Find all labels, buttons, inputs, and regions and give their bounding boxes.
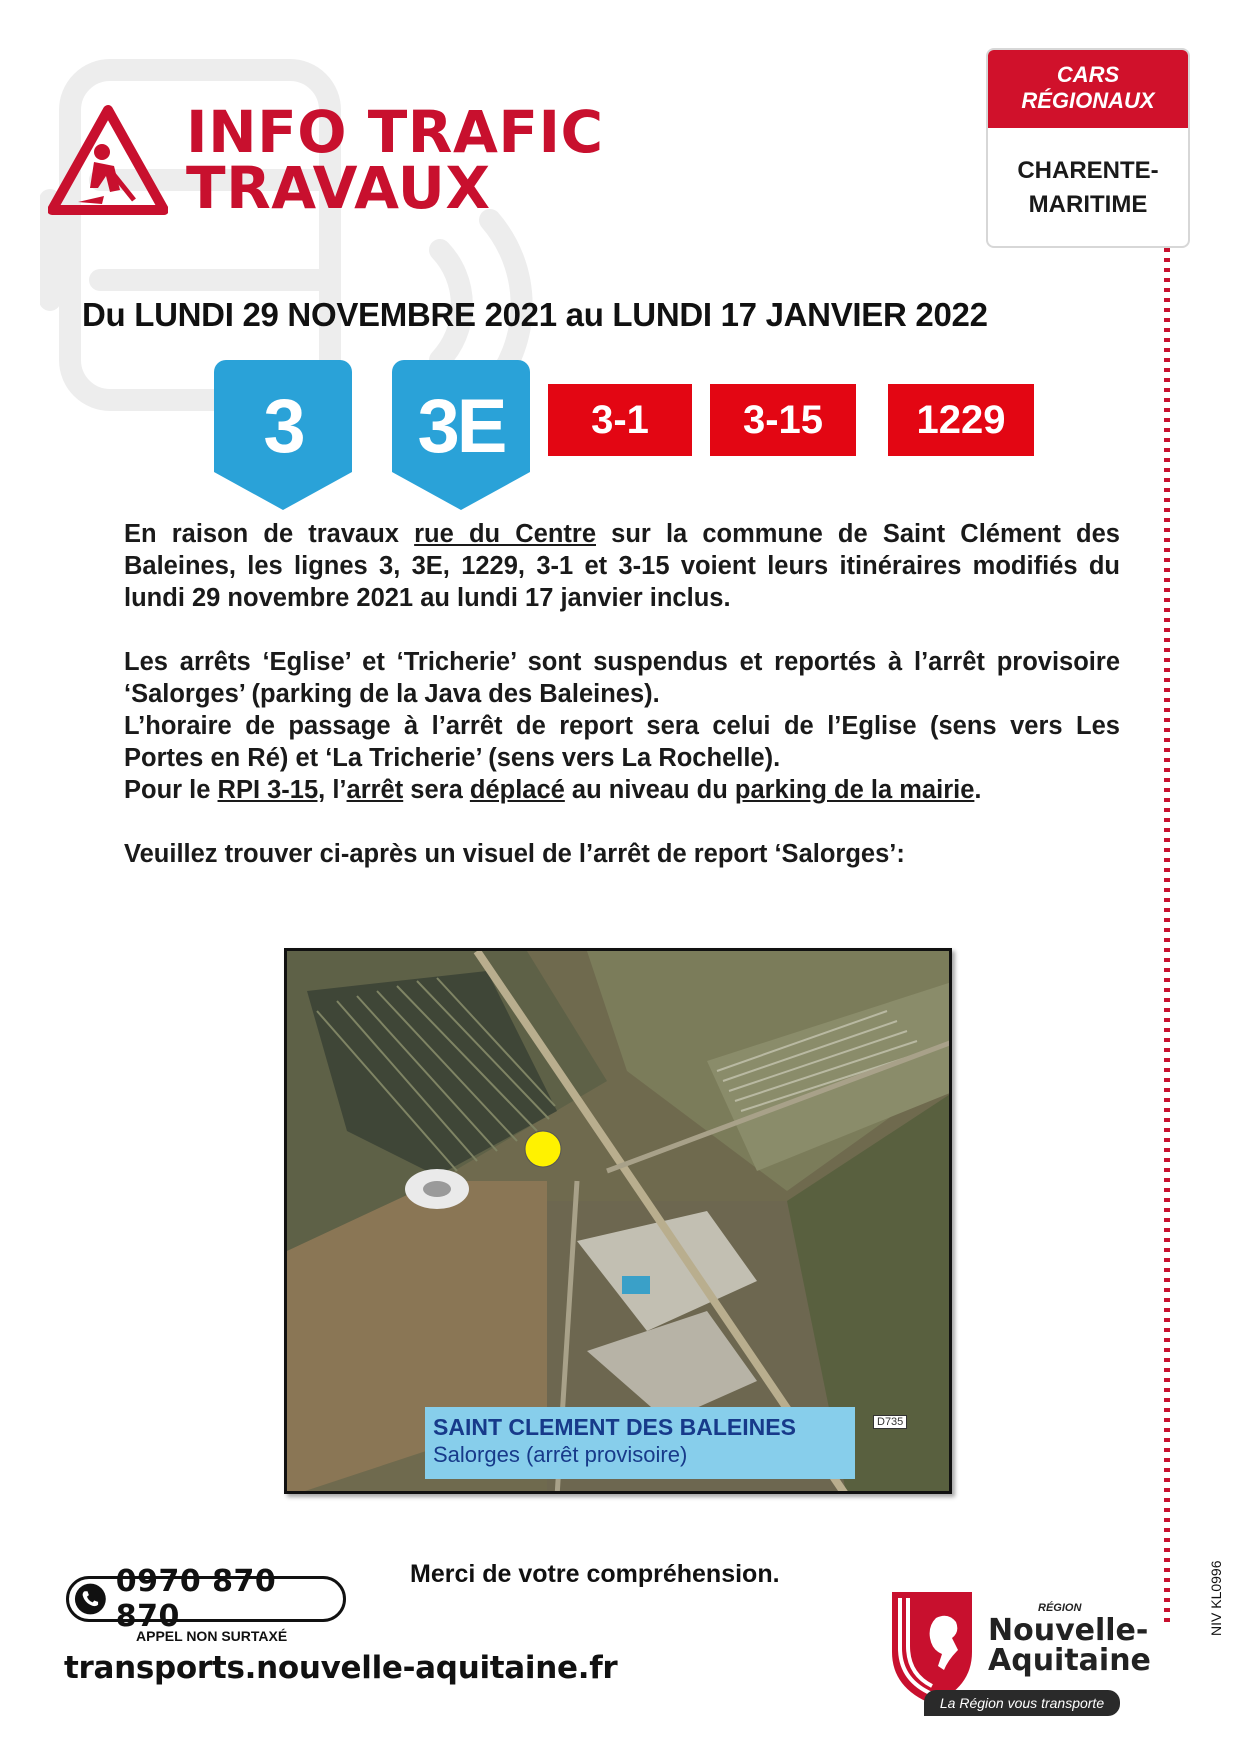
stop-name: Salorges (arrêt provisoire) [433,1442,688,1467]
cars-regionaux-badge [986,48,1190,248]
title-line-2: TRAVAUX [186,154,491,222]
region-small-label: RÉGION [1038,1602,1082,1614]
line-label: 3 [263,383,303,469]
region-tagline: La Région vous transporte [924,1690,1120,1716]
line-label: 3E [417,383,505,469]
brand-line-2: RÉGIONAUX [1021,88,1155,113]
brand-line-1: CARS [1056,62,1120,87]
region-name: Nouvelle- Aquitaine [988,1613,1151,1678]
paragraph-2: Les arrêts ‘Eglise’ et ‘Tricherie’ sont suspendus et reportés à l’arrêt provisoire ‘Salorges’ (parking de la Java des Baleines). [124,648,1120,708]
paragraph-1: En raison de travaux rue du Centre sur la commune de Saint Clément des Baleines, les lignes 3, 3E, 1229, 3-1 et 3-15 voient leurs itinéraires modifiés du lundi 29 novembre 2021 au lundi 17 janvier inclus. [124,520,1120,612]
stop-town: SAINT CLEMENT DES BALEINES [433,1414,796,1440]
title-line-1: INFO TRAFIC [186,98,604,166]
phone-note: APPEL NON SURTAXÉ [136,1628,288,1644]
thanks-text: Merci de votre compréhension. [410,1560,780,1588]
paragraph-5: Veuillez trouver ci-après un visuel de l’arrêt de report ‘Salorges’: [124,840,905,868]
stop-label [425,1407,855,1479]
phone-number: 0970 870 870 [115,1564,277,1634]
dept-line-2: MARITIME [1028,191,1148,218]
line-shield-3 [214,360,352,510]
road-tag: D735 [873,1415,907,1429]
street-name: rue du Centre [414,520,596,548]
roadwork-warning-icon [48,104,168,216]
phone-icon [73,1581,108,1617]
line-shield-3e [392,360,530,510]
website-link[interactable]: transports.nouvelle-aquitaine.fr [64,1650,618,1686]
aerial-map [284,948,952,1494]
line-box-1229: 1229 [888,384,1034,456]
paragraph-4: Pour le RPI 3-15, l’arrêt sera déplacé au niveau du parking de la mairie. [124,776,982,804]
phone-contact[interactable] [66,1564,346,1634]
dotted-divider [1164,248,1170,1628]
line-box-3-15: 3-15 [710,384,856,456]
paragraph-3: L’horaire de passage à l’arrêt de report sera celui de l’Eglise (sens vers Les Portes en Ré) et ‘La Tricherie’ (sens vers La Rochelle). [124,712,1120,772]
region-logo [880,1588,1151,1711]
document-reference: NIV KL0996 [1208,1560,1224,1636]
dept-line-1: CHARENTE- [1017,157,1159,184]
date-range: Du LUNDI 29 NOVEMBRE 2021 au LUNDI 17 JANVIER 2022 [82,296,988,333]
line-box-3-1: 3-1 [548,384,692,456]
notice-body [124,518,1120,870]
info-trafic-logo [48,98,604,222]
